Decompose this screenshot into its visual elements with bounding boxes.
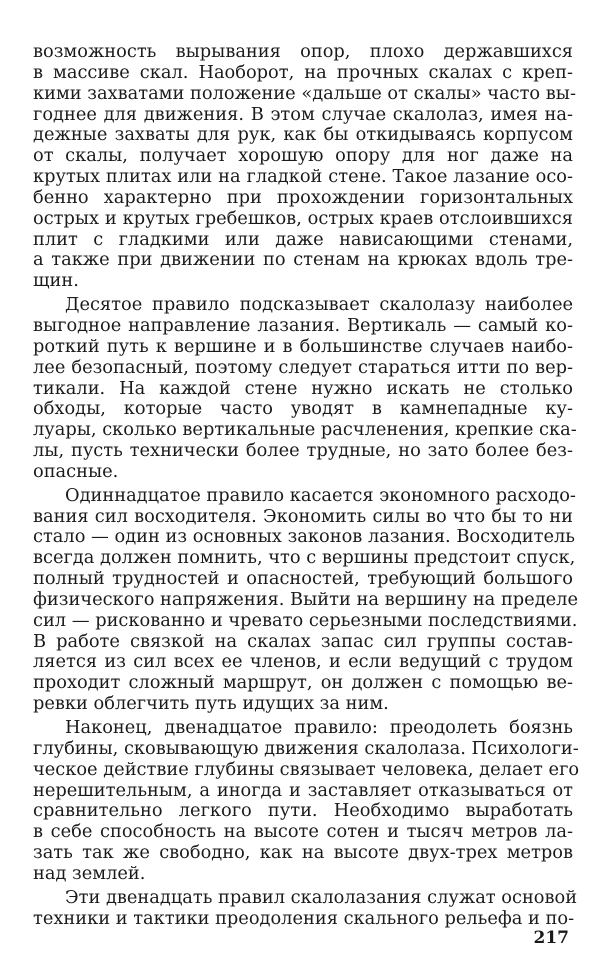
text-line: В работе связкой на скалах запас сил группы состав-	[33, 630, 573, 652]
text-line: ляется из сил всех ее членов, и если ведущий с трудом	[33, 651, 573, 673]
text-line: плит с гладкими или даже нависающими стенами,	[33, 228, 573, 250]
text-line: обходы, которые часто уводят в камнепадные ку-	[33, 398, 573, 420]
text-line: дежные захваты для рук, как бы откидываясь корпусом	[33, 124, 573, 146]
paragraph	[33, 717, 580, 885]
text-line: зать так же свободно, как на высоте двух-трех метров	[33, 842, 573, 864]
text-line: Одиннадцатое правило касается экономного расходо-	[65, 484, 576, 506]
text-line: полный трудностей и опасностей, требующий большого	[33, 568, 573, 590]
text-line: нерешительным, а иногда и заставляет отказываться от	[33, 779, 573, 801]
text-line: ческое действие глубины связывает человека, делает его	[33, 758, 580, 780]
text-line: Наконец, двенадцатое правило: преодолеть боязнь	[65, 717, 573, 738]
paragraph	[33, 41, 576, 292]
text-line: лее безопасный, поэтому следует стараться итти по вер-	[33, 356, 573, 378]
paragraph	[33, 886, 578, 930]
text-line: луары, сколько вертикальные расчленения, крепкие ска-	[33, 419, 577, 441]
page-number: 217	[533, 928, 569, 948]
text-line: глубины, сковывающую движения скалолаза. Психологи-	[33, 737, 579, 759]
text-line: годнее для движения. В этом случае скалолаз, имея на-	[33, 103, 573, 125]
text-line: ревки облегчить путь идущих за ним.	[33, 693, 389, 715]
text-line: выгодное направление лазания. Вертикаль — самый ко-	[33, 314, 573, 336]
text-line: Десятое правило подсказывает скалолазу наиболее	[65, 294, 573, 316]
paragraph	[33, 484, 578, 715]
text-line: физического напряжения. Выйти на вершину на пределе	[33, 588, 578, 610]
text-line: в массиве скал. Наоборот, на прочных скалах с креп-	[33, 61, 573, 83]
text-line: от скалы, получает хорошую опору для ног даже на	[33, 145, 573, 167]
text-line: роткий путь к вершине и в большинстве случаев наибо-	[33, 335, 573, 357]
text-line: в себе способность на высоте сотен и тысяч метров ла-	[33, 821, 573, 843]
text-line: всегда должен помнить, что с вершины предстоит спуск,	[33, 547, 576, 569]
text-line: техники и тактики преодоления скального рельефа и по-	[33, 907, 575, 929]
paragraph	[33, 294, 577, 483]
text-line: лы, пусть технически более трудные, но зато более без-	[33, 440, 573, 462]
text-line: тикали. На каждой стене нужно искать не столько	[33, 377, 573, 399]
text-line: крутых плитах или на гладкой стене. Такое лазание осо-	[33, 166, 573, 188]
text-line: сравнительно легкого пути. Необходимо выработать	[33, 800, 573, 822]
text-line: над землей.	[33, 862, 146, 884]
text-line: возможность вырывания опор, плохо державшихся	[33, 41, 573, 62]
text-line: опасные.	[33, 460, 119, 482]
text-line: стало — один из основных законов лазания. Восходитель	[33, 526, 575, 548]
text-line: проходит сложный маршрут, он должен с помощью ве-	[33, 672, 573, 694]
text-line: острых и крутых гребешков, острых краев отслоившихся	[33, 207, 573, 229]
text-line: сил — рискованно и чревато серьезными последствиями.	[33, 609, 578, 631]
text-line: вания сил восходителя. Экономить силы во что бы то ни	[33, 505, 573, 527]
text-line: кими захватами положение «дальше от скалы» часто вы-	[33, 82, 576, 104]
text-line: Эти двенадцать правил скалолазания служат основой	[65, 886, 578, 908]
text-line: щин.	[33, 270, 79, 292]
text-line: бенно характерно при прохождении горизонтальных	[33, 186, 573, 208]
page-body	[33, 41, 580, 929]
text-line: а также при движении по стенам на крюках вдоль тре-	[33, 249, 573, 271]
